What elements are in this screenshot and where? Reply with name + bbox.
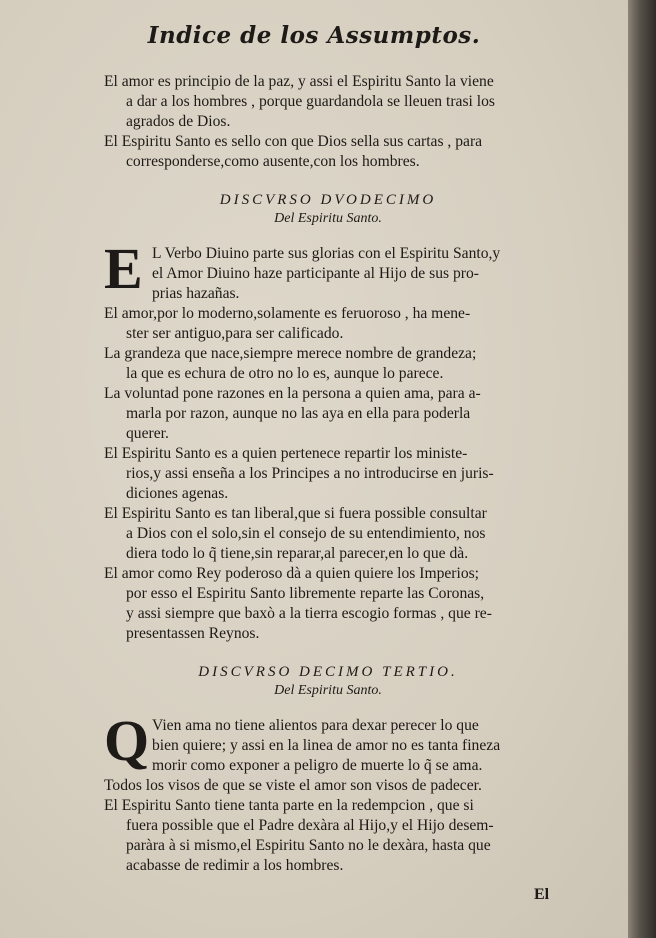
paragraph [104, 444, 552, 504]
text-line: El amor como Rey poderoso dà a quien quiere los Imperios; [104, 565, 480, 582]
text-line: fuera possible que el Padre dexàra al Hijo,y el Hijo desem- [126, 817, 494, 834]
dropcap-lines [152, 244, 552, 304]
page-edge [628, 0, 656, 938]
paragraph [104, 304, 552, 344]
paragraph [104, 132, 552, 172]
text-line: rios,y assi enseña a los Principes a no introducirse en juris- [126, 465, 494, 482]
section-heading-1: DISCVRSO DVODECIMO [219, 192, 437, 208]
text-line: agrados de Dios. [126, 113, 231, 130]
text-line: querer. [126, 425, 169, 442]
text-line: El amor es principio de la paz, y assi el Espiritu Santo la viene [104, 73, 494, 90]
text-line: diciones agenas. [126, 485, 229, 502]
drop-cap-letter: E [104, 236, 143, 301]
text-line: La voluntad pone razones en la persona a quien ama, para a- [104, 385, 481, 402]
text-line: ster ser antiguo,para ser calificado. [126, 325, 344, 342]
dropcap-lines [152, 716, 552, 776]
text-line: por esso el Espiritu Santo libremente reparte las Coronas, [126, 585, 485, 602]
page-body [104, 72, 552, 876]
catchword: El [534, 886, 550, 903]
text-line: Todos los visos de que se viste el amor son visos de padecer. [104, 777, 482, 794]
text-line: diera todo lo q̃ tiene,sin reparar,al parecer,en lo que dà. [126, 545, 469, 562]
text-line: El Espiritu Santo tiene tanta parte en la redempcion , que si [104, 797, 474, 814]
text-line: La grandeza que nace,siempre merece nombre de grandeza; [104, 345, 477, 362]
text-line: prias hazañas. [152, 285, 240, 302]
text-line: a dar a los hombres , porque guardandola se lleuen trasi los [126, 93, 495, 110]
section-subheading-2: Del Espiritu Santo. [274, 683, 382, 698]
text-line: El amor,por lo moderno,solamente es feruoroso , ha mene- [104, 305, 471, 322]
text-line: el Amor Diuino haze participante al Hijo de sus pro- [152, 265, 479, 282]
text-line: acabasse de redimir a los hombres. [126, 857, 344, 874]
text-line: bien quiere; y assi en la linea de amor no es tanta fineza [152, 737, 501, 754]
drop-cap-letter: Q [104, 708, 150, 773]
paragraph [104, 564, 552, 644]
dropcap-paragraph-1 [104, 236, 552, 304]
section-2-paragraphs [104, 776, 552, 876]
text-line: El Espiritu Santo es a quien pertenece repartir los ministe- [104, 445, 468, 462]
top-paragraphs [104, 72, 552, 172]
paragraph [104, 384, 552, 444]
text-line: Vien ama no tiene alientos para dexar perecer lo que [152, 717, 479, 734]
text-line: L Verbo Diuino parte sus glorias con el Espiritu Santo,y [152, 245, 501, 262]
section-heading-2: DISCVRSO DECIMO TERTIO. [198, 664, 458, 680]
section-1-paragraphs [104, 304, 552, 644]
running-head: Indice de los Assumptos. [147, 22, 481, 49]
text-line: marla por razon, aunque no las aya en ella para poderla [126, 405, 471, 422]
paragraph [104, 344, 552, 384]
dropcap-paragraph-2 [104, 708, 552, 776]
text-line: El Espiritu Santo es tan liberal,que si fuera possible consultar [104, 505, 487, 522]
text-line: presentassen Reynos. [126, 625, 260, 642]
text-line: a Dios con el solo,sin el consejo de su entendimiento, nos [126, 525, 486, 542]
section-subheading-1: Del Espiritu Santo. [274, 211, 382, 226]
paragraph [104, 796, 552, 876]
text-line: corresponderse,como ausente,con los hombres. [126, 153, 420, 170]
text-line: El Espiritu Santo es sello con que Dios sella sus cartas , para [104, 133, 483, 150]
text-line: la que es echura de otro no lo es, aunque lo parece. [126, 365, 444, 382]
text-line: morir como exponer a peligro de muerte lo q̃ se ama. [152, 757, 483, 774]
paragraph [104, 776, 552, 796]
text-line: paràra à si mismo,el Espiritu Santo no le dexàra, hasta que [126, 837, 491, 854]
paragraph [104, 504, 552, 564]
paragraph [104, 72, 552, 132]
text-line: y assi siempre que baxò a la tierra escogio formas , que re- [126, 605, 492, 622]
